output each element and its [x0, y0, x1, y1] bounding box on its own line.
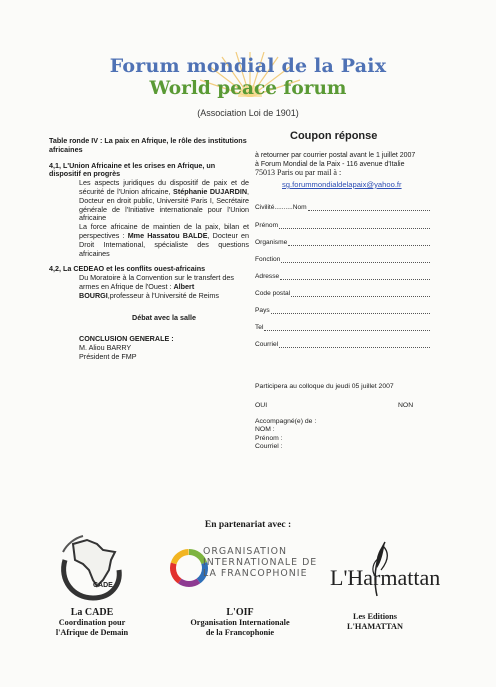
companion-prenom[interactable]: Prénom : [255, 434, 283, 442]
speaker-name: Stéphanie DUJARDIN [173, 186, 248, 196]
program-column [49, 137, 249, 362]
talk-text: , Docteur en droit public, Université Paris I, Secrétaire générale de l'Initiative internationale pour l'Union africaine [79, 186, 250, 223]
harmattan-desc: L'HAMATTAN [347, 622, 403, 631]
contact-email-link[interactable]: sg.forummondialdelapaix@yahoo.fr [282, 180, 402, 189]
companion-block [255, 410, 316, 452]
companion-courriel[interactable]: Courriel : [255, 443, 283, 451]
oif-name: L'OIF [226, 607, 254, 618]
field-code-postal[interactable] [255, 290, 430, 297]
oif-desc-2: de la Francophonie [205, 628, 275, 637]
cade-logo-icon [53, 530, 125, 602]
talk-text: ,professeur à l'Université de Reims [107, 290, 219, 300]
section-4-2-talk-1 [49, 274, 249, 300]
debate-note: Débat avec la salle [132, 312, 196, 322]
field-label: Pays [255, 307, 270, 314]
conclusion-block [49, 335, 249, 361]
cade-caption [42, 608, 142, 638]
oif-caption [175, 608, 305, 638]
talk-text: , Docteur en Droit International, spécialiste des questions africaines [79, 230, 250, 258]
section-4-1-title: 4,1, L'Union Africaine et les crises en Afrique, un dispositif en progrès [49, 160, 216, 179]
conclusion-role: Président de FMP [79, 351, 137, 361]
section-4-1-talk-2 [49, 223, 249, 258]
coupon-line-1: à retourner par courrier postal avant le 1 juillet 2007 [255, 152, 416, 159]
field-label: Organisme [255, 239, 288, 246]
coupon-title: Coupon réponse [290, 130, 378, 142]
field-adresse[interactable] [255, 273, 430, 280]
field-tel[interactable] [255, 324, 430, 331]
field-label: Prénom [255, 222, 279, 229]
association-note: (Association Loi de 1901) [197, 108, 299, 118]
field-label: Tel [255, 324, 264, 331]
field-courriel[interactable] [255, 341, 430, 348]
companion-label: Accompagné(e) de : [255, 418, 317, 425]
section-4-2-title: 4,2, La CEDEAO et les conflits ouest-africains [49, 264, 206, 274]
cade-logo-text: CADE [93, 582, 113, 589]
conclusion-speaker: M. Aliou BARRY [79, 343, 132, 353]
field-organisme[interactable] [255, 239, 430, 246]
round-table-title: Table ronde IV : La paix en Afrique, le rôle des institutions africaines [49, 136, 247, 154]
talk-text: Du Moratoire à la Convention sur le transfert des armes en Afrique de l'Ouest : [79, 273, 235, 291]
speaker-name: Albert BOURGI [79, 281, 195, 300]
companion-nom[interactable]: NOM : [255, 426, 275, 434]
cade-desc-1: Coordination pour [58, 618, 126, 627]
field-label: Civilité..........Nom [255, 204, 307, 211]
participation-line: Participera au colloque du jeudi 05 juillet 2007 [255, 383, 394, 390]
partners-title: En partenariat avec : [204, 520, 292, 530]
option-oui[interactable]: OUI [255, 402, 268, 409]
coupon-instructions [255, 152, 455, 178]
conclusion-title: CONCLUSION GENERALE : [79, 334, 174, 344]
harmattan-name: Les Editions [352, 612, 398, 621]
talk-text: La force africaine de maintien de la paix, bilan et perspectives : [79, 222, 249, 240]
cade-name: La CADE [70, 607, 114, 618]
oif-line-1: ORGANISATION [203, 546, 288, 557]
section-4-1-talk-1 [49, 179, 249, 223]
coupon-line-2: à Forum Mondial de la Paix - 116 avenue d'Italie [255, 160, 405, 168]
field-label: Courriel [255, 341, 279, 348]
field-label: Adresse [255, 273, 280, 280]
harmattan-wordmark: L'Harmattan [330, 565, 441, 590]
cade-desc-2: l'Afrique de Demain [55, 628, 129, 637]
title-english: World peace forum [149, 78, 347, 99]
option-non[interactable]: NON [398, 402, 414, 409]
oif-logo-wordmark [203, 546, 317, 579]
field-fonction[interactable] [255, 256, 430, 263]
title-french: Forum mondial de la Paix [109, 55, 387, 77]
oif-desc-1: Organisation Internationale [190, 618, 290, 627]
coupon-line-3: 75013 Paris ou par mail à : [255, 168, 342, 178]
harmattan-caption [325, 612, 425, 632]
field-label: Fonction [255, 256, 281, 263]
field-pays[interactable] [255, 307, 430, 314]
oif-line-3: LA FRANCOPHONIE [203, 568, 308, 579]
field-label: Code postal [255, 290, 291, 297]
field-prenom[interactable] [255, 222, 430, 229]
field-civilite-nom[interactable] [255, 204, 430, 211]
speaker-name: Mme Hassatou BALDE [127, 230, 208, 240]
oif-line-2: INTERNATIONALE DE [203, 557, 318, 568]
talk-text: Les aspects juridiques du dispositif de paix et de sécurité de l'Union africaine, [79, 178, 249, 196]
